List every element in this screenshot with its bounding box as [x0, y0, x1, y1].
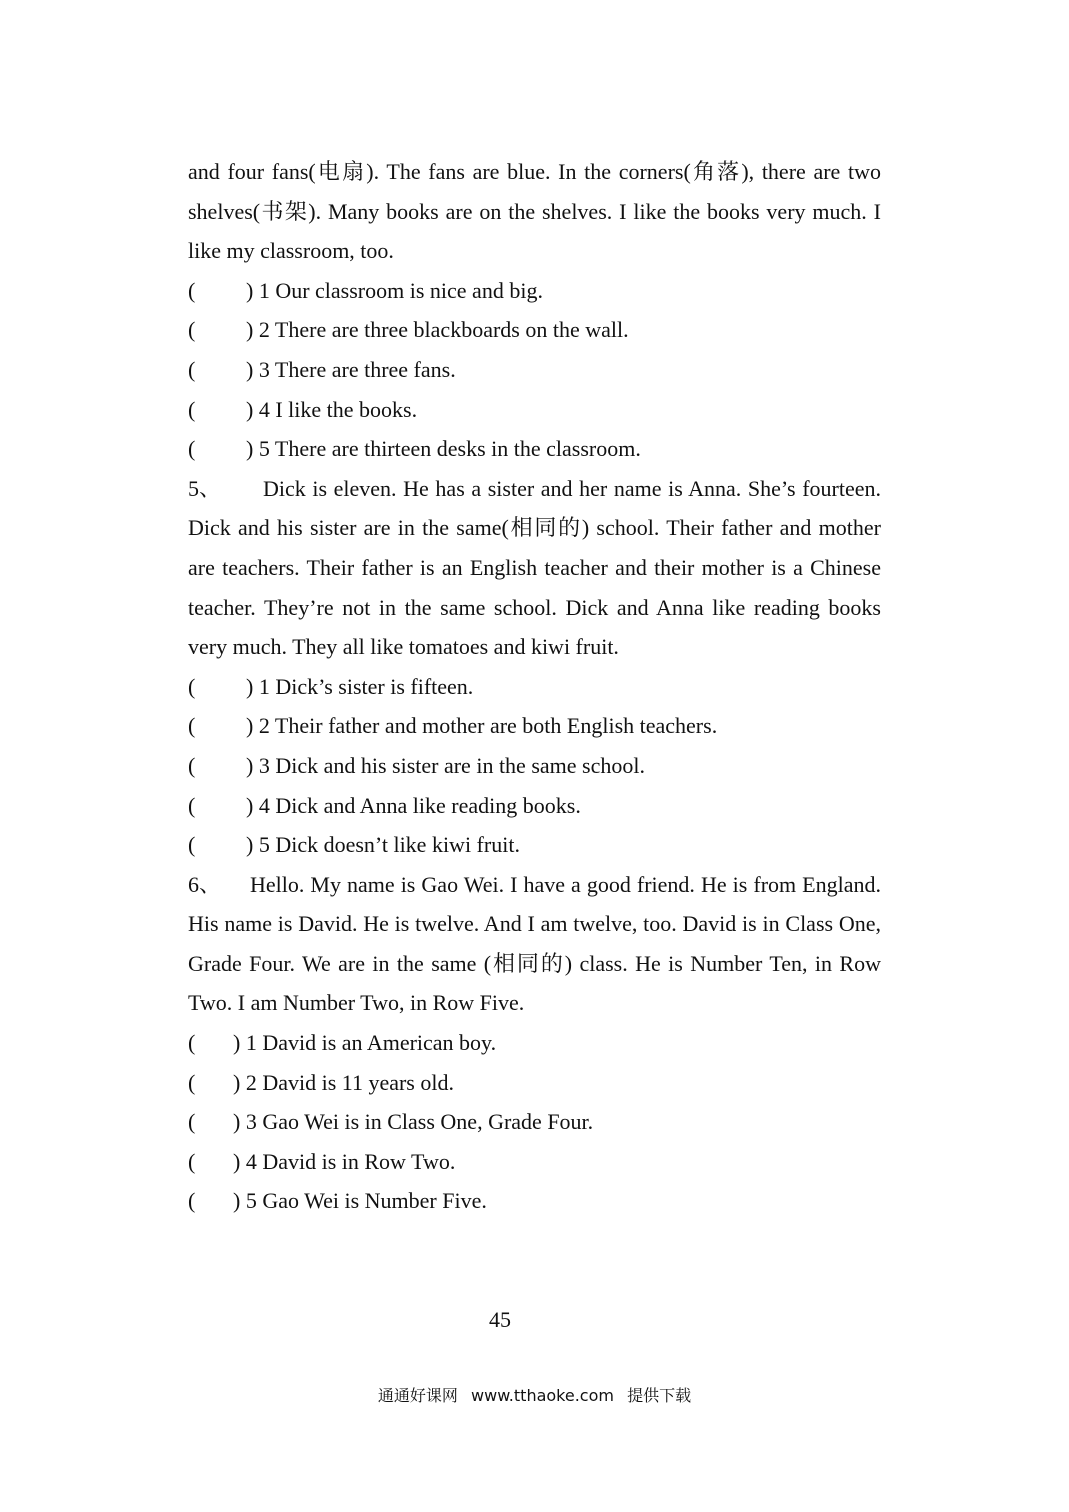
question-item	[188, 350, 881, 390]
close-paren: )	[246, 317, 254, 343]
close-paren: )	[246, 792, 254, 818]
answer-blank: (	[188, 1188, 196, 1214]
close-paren: )	[233, 1069, 241, 1095]
answer-blank: (	[188, 752, 196, 778]
question-text: 1 Our classroom is nice and big.	[258, 277, 543, 303]
question-item	[188, 1063, 881, 1103]
close-paren: )	[233, 1109, 241, 1135]
close-paren: )	[246, 713, 254, 739]
answer-blank: (	[188, 1109, 196, 1135]
footer-url-link[interactable]: www.tthaoke.com	[471, 1386, 614, 1405]
question-item	[188, 271, 881, 311]
passage-number: 5、	[188, 475, 222, 501]
question-item	[188, 1102, 881, 1142]
close-paren: )	[233, 1148, 241, 1174]
answer-blank: (	[188, 713, 196, 739]
question-item	[188, 706, 881, 746]
question-text: 3 Gao Wei is in Class One, Grade Four.	[245, 1109, 594, 1135]
passage-5-questions	[188, 667, 881, 865]
footer-credit	[0, 1382, 1069, 1410]
passage-6-questions	[188, 1023, 881, 1221]
answer-blank: (	[188, 396, 196, 422]
answer-blank: (	[188, 1030, 196, 1056]
footer-site-name: 通通好课网	[377, 1386, 458, 1405]
close-paren: )	[246, 752, 254, 778]
answer-blank: (	[188, 832, 196, 858]
question-item	[188, 390, 881, 430]
footer-note: 提供下载	[627, 1386, 692, 1405]
close-paren: )	[233, 1188, 241, 1214]
passage-4-tail: and four fans(电扇). The fans are blue. In the corners(角落), there are two shelves(书架). Many books are on the shelves. I like the books very much. I like my classroom, too.	[188, 159, 881, 264]
close-paren: )	[246, 673, 254, 699]
question-text: 5 There are thirteen desks in the classroom.	[258, 436, 641, 462]
question-item	[188, 746, 881, 786]
question-item	[188, 429, 881, 469]
close-paren: )	[246, 396, 254, 422]
answer-blank: (	[188, 436, 196, 462]
answer-blank: (	[188, 277, 196, 303]
worksheet-content	[188, 152, 881, 1221]
passage-text: Dick is eleven. He has a sister and her name is Anna. She’s fourteen. Dick and his sister are in the same(相同的) school. Their father and mother are teachers. Their father is an English teacher and their mother is a Chinese teacher. They’re not in the same school. Dick and Anna like reading books very much. They all like tomatoes and kiwi fruit.	[188, 475, 881, 660]
question-item	[188, 310, 881, 350]
question-item	[188, 786, 881, 826]
page-number: 45	[489, 1307, 511, 1332]
passage-5	[188, 469, 881, 667]
question-text: 4 David is in Row Two.	[245, 1148, 456, 1174]
close-paren: )	[246, 277, 254, 303]
question-text: 1 Dick’s sister is fifteen.	[258, 673, 474, 699]
question-item	[188, 1142, 881, 1182]
question-text: 4 Dick and Anna like reading books.	[258, 792, 581, 818]
answer-blank: (	[188, 317, 196, 343]
question-text: 2 David is 11 years old.	[245, 1069, 454, 1095]
answer-blank: (	[188, 673, 196, 699]
question-text: 2 There are three blackboards on the wall.	[258, 317, 629, 343]
question-text: 4 I like the books.	[258, 396, 418, 422]
answer-blank: (	[188, 792, 196, 818]
close-paren: )	[246, 436, 254, 462]
answer-blank: (	[188, 356, 196, 382]
question-text: 5 Gao Wei is Number Five.	[245, 1188, 487, 1214]
question-text: 5 Dick doesn’t like kiwi fruit.	[258, 832, 520, 858]
question-item	[188, 667, 881, 707]
close-paren: )	[233, 1030, 241, 1056]
answer-blank: (	[188, 1148, 196, 1174]
passage-6	[188, 865, 881, 1023]
question-text: 1 David is an American boy.	[245, 1030, 497, 1056]
question-text: 2 Their father and mother are both English teachers.	[258, 713, 718, 739]
question-item	[188, 825, 881, 865]
question-item	[188, 1023, 881, 1063]
question-text: 3 There are three fans.	[258, 356, 456, 382]
question-item	[188, 1181, 881, 1221]
question-text: 3 Dick and his sister are in the same school.	[258, 752, 645, 778]
passage-text: Hello. My name is Gao Wei. I have a good friend. He is from England. His name is David. He is twelve. And I am twelve, too. David is in Class One, Grade Four. We are in the same (相同的) class. He is Number Ten, in Row Two. I am Number Two, in Row Five.	[188, 871, 881, 1016]
passage-4-questions	[188, 271, 881, 469]
close-paren: )	[246, 356, 254, 382]
passage-number: 6、	[188, 871, 222, 897]
answer-blank: (	[188, 1069, 196, 1095]
close-paren: )	[246, 832, 254, 858]
